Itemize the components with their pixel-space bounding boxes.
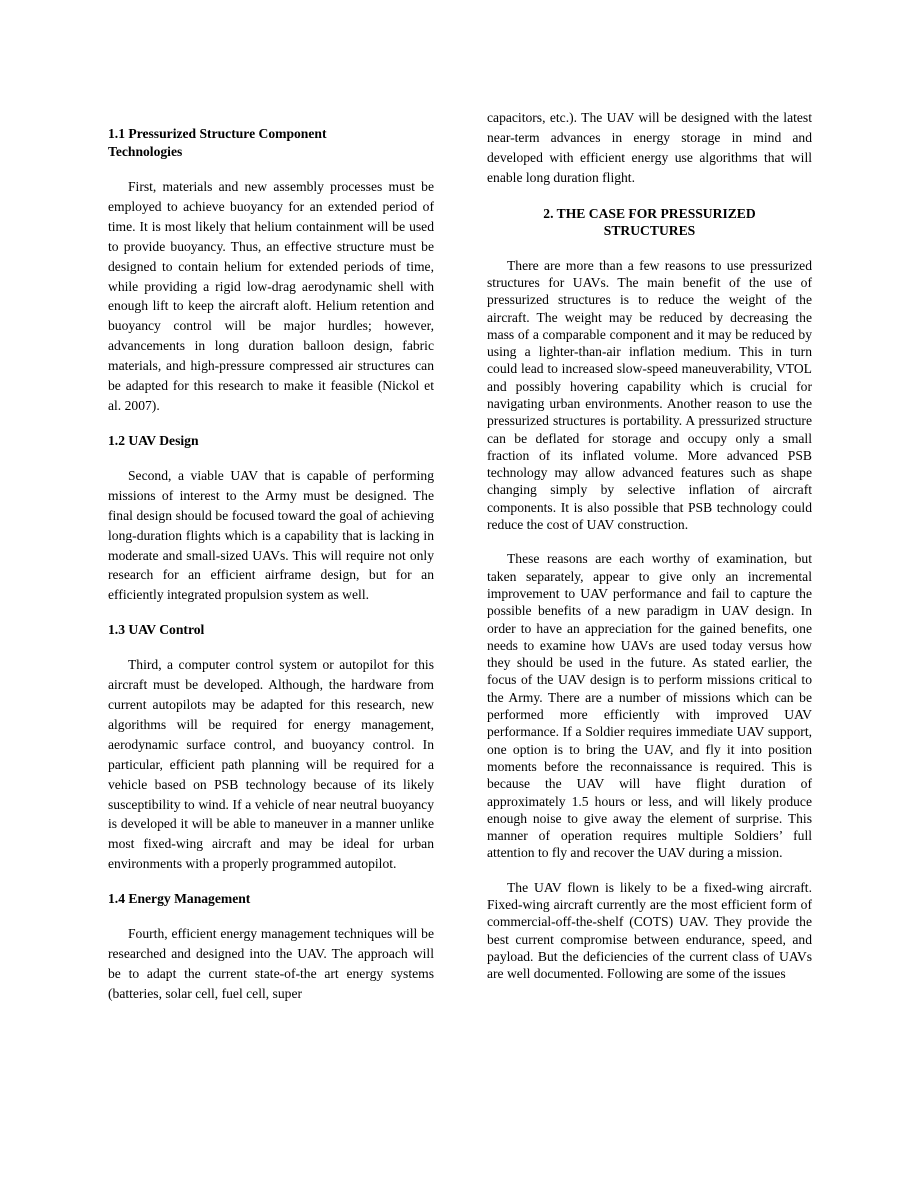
- continuation-paragraph: capacitors, etc.). The UAV will be designed with the latest near-term advances in energy storage in mind and developed with efficient energy use algorithms that will enable long duration flight.: [487, 110, 812, 185]
- section-2-title: [487, 205, 812, 240]
- section-2-paragraph-1: There are more than a few reasons to use pressurized structures for UAVs. The main benefit of the use of pressurized structures is to reduce the weight of the aircraft. The weight may be reduced by decreasing the mass of a comparable component and it may be reduced by using a lighter-than-air inflation medium. This in turn could lead to increased slow-speed maneuverability, VTOL and possibly hovering capability which is crucial for navigating urban environments. Another reason to use the pressurized structures is portability. A pressurized structure can be deflated for storage and occupy only a small fraction of its inflated volume. More advanced PSB technology may allow advanced features such as shape changing simply by selective inflation of aircraft components. It is also possible that PSB technology could reduce the cost of UAV construction.: [487, 257, 812, 533]
- section-1-4-heading: 1.4 Energy Management: [108, 891, 251, 907]
- section-1-1-heading-line2: Technologies: [108, 144, 183, 159]
- section-2-paragraph-3: The UAV flown is likely to be a fixed-wing aircraft. Fixed-wing aircraft currently are the most efficient form of commercial-off-the-shelf (COTS) UAV. They provide the best current compromise between endurance, speed, and payload. But the deficiencies of the current class of UAVs are well documented. Following are some of the issues: [487, 879, 812, 982]
- section-1-2-heading: 1.2 UAV Design: [108, 432, 199, 448]
- section-2-title-line1: 2. THE CASE FOR PRESSURIZED: [543, 205, 756, 221]
- section-1-1-heading: [108, 125, 434, 161]
- section-2-title-line2: STRUCTURES: [603, 223, 696, 239]
- section-2-paragraph-2: These reasons are each worthy of examination, but taken separately, appear to give only an incremental improvement to UAV performance and fail to capture the possible benefits of a new paradigm in UAV design. In order to have an appreciation for the gained benefits, one needs to examine how UAVs are used today versus how they should be used in the future. As stated earlier, the focus of the UAV design is to perform missions critical to the Army. There are a number of missions which can be performed more efficiently with improved UAV performance. If a Soldier requires immediate UAV support, one option is to bring the UAV, and fly it into position moments before the reconnaissance is required. This is because the UAV will have flight duration of approximately 1.5 hours or less, and will likely produce enough noise to give away the element of surprise. This manner of operation requires multiple Soldiers’ full attention to fly and recover the UAV during a mission.: [487, 551, 812, 861]
- section-1-1-paragraph: First, materials and new assembly processes must be employed to achieve buoyancy for an extended period of time. It is most likely that helium containment will be used to provide buoyancy. Thus, an effective structure must be designed to contain helium for extended periods of time, while providing a rigid low-drag aerodynamic shell with enough lift to keep the aircraft aloft. Helium retention and buoyancy control will be major hurdles; however, advancements in long duration balloon design, fabric materials, and high-pressure compressed air structures can be adapted for this research to make it feasible (Nickol et al. 2007).: [108, 179, 434, 413]
- section-1-4-paragraph: Fourth, efficient energy management techniques will be researched and designed into the UAV. The approach will be to adapt the current state-of-the art energy systems (batteries, solar cell, fuel cell, super: [108, 926, 434, 1001]
- section-1-3-heading: 1.3 UAV Control: [108, 622, 205, 638]
- right-column: [487, 108, 812, 983]
- section-1-2-paragraph: Second, a viable UAV that is capable of performing missions of interest to the Army must be designed. The final design should be focused toward the goal of achieving long-duration flights which is a capability that is lacking in moderate and small-sized UAVs. This will require not only research for an efficient airframe design, but for an efficiently integrated propulsion system as well.: [108, 467, 434, 603]
- section-1-1-heading-line1: 1.1 Pressurized Structure Component: [108, 126, 327, 141]
- section-1-3-paragraph: Third, a computer control system or autopilot for this aircraft must be developed. Although, the hardware from current autopilots may be adapted for this research, new algorithms will be required for energy management, aerodynamic surface control, and buoyancy control. In particular, efficient path planning will be required for a vehicle based on PSB technology because of its likely susceptibility to wind. If a vehicle of near neutral buoyancy is developed it will be able to maneuver in a manner unlike most fixed-wing aircraft and may be ideal for urban environments with a properly programmed autopilot.: [108, 657, 434, 872]
- left-column: [108, 125, 434, 1004]
